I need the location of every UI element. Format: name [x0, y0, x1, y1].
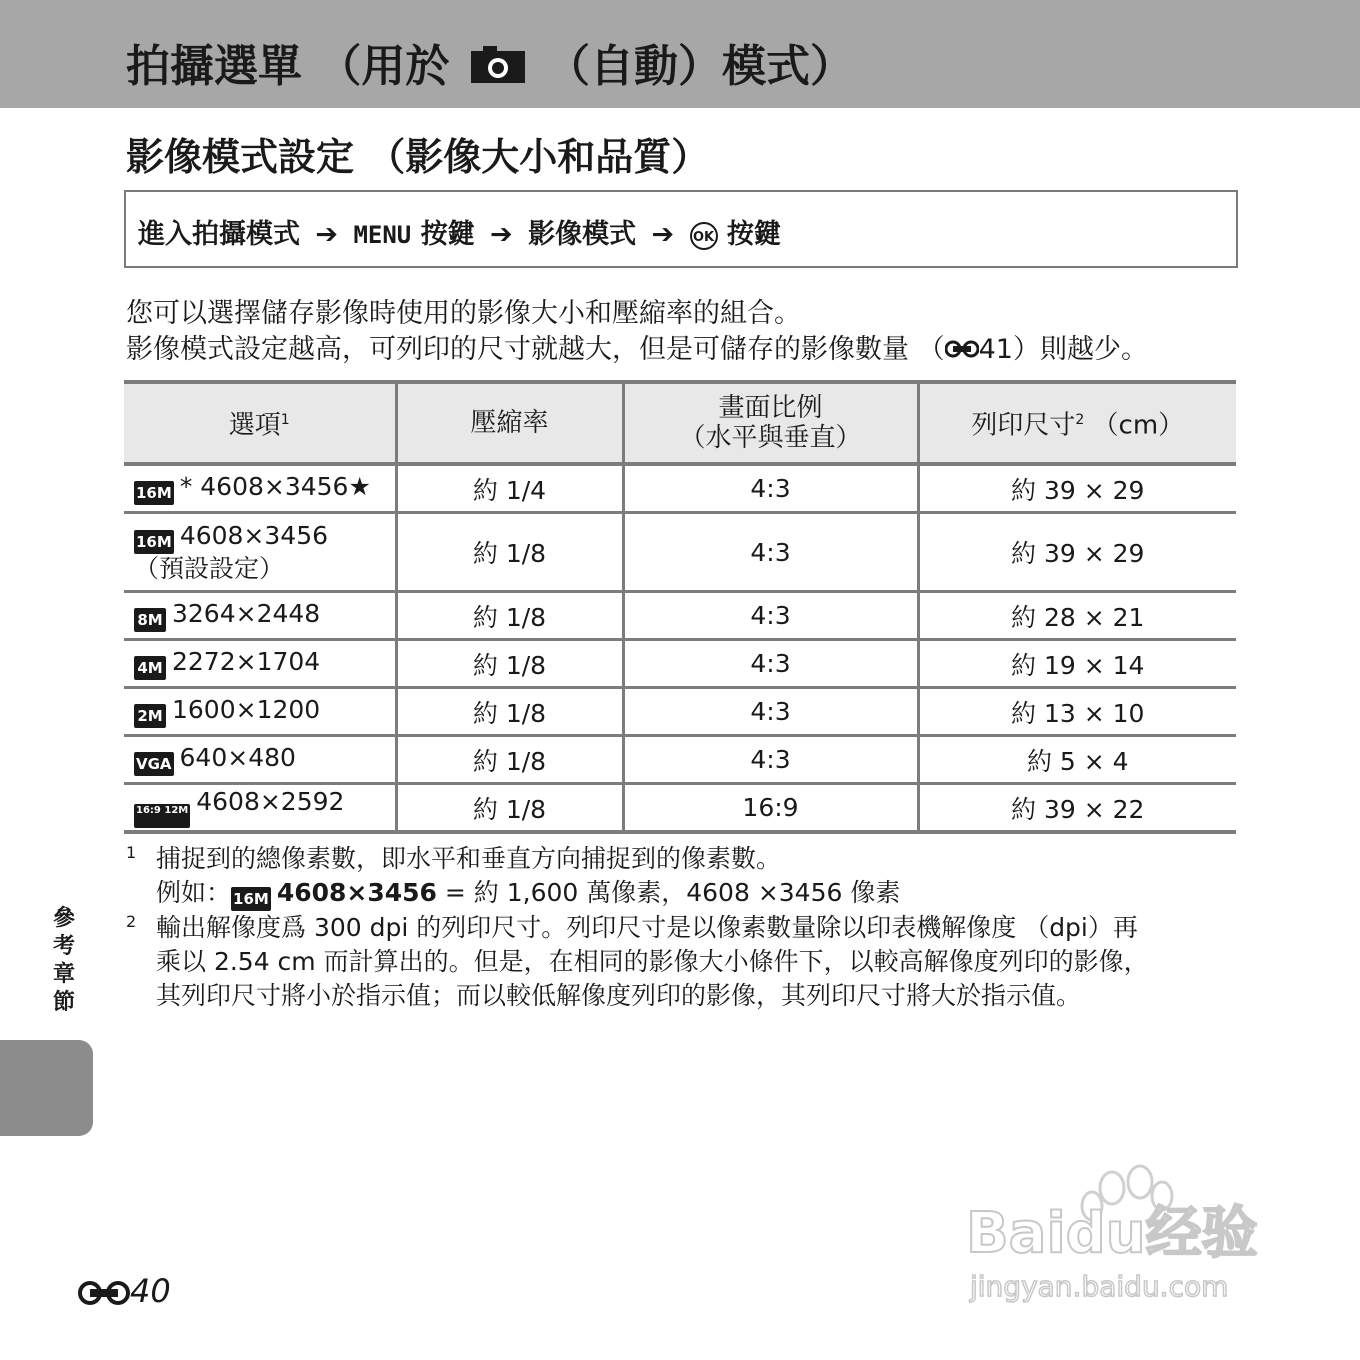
table-row — [124, 784, 1236, 833]
menu-path-box — [124, 190, 1238, 268]
footnote-1-example: 例如： 16M 4608×3456 = 約 1,600 萬像素，4608 ×3456 像素 — [156, 876, 1236, 911]
page-title-before: 拍攝選單 （用於 — [126, 41, 450, 92]
option-cell: 8M 3264×2448 — [124, 592, 396, 640]
compression-cell: 約 1/8 — [396, 513, 623, 592]
aspect-cell: 16:9 — [623, 784, 918, 833]
ok-button-icon: OK — [690, 222, 718, 250]
intro-line2-before: 影像模式設定越高，可列印的尺寸就越大，但是可儲存的影像數量 （ — [126, 334, 945, 365]
watermark-brand: Baidu经验 — [966, 1201, 1258, 1266]
page-number: 40 — [78, 1272, 171, 1310]
image-mode-16m-icon: 16M — [134, 530, 174, 554]
aspect-cell: 4:3 — [623, 640, 918, 688]
compression-cell: 約 1/8 — [396, 784, 623, 833]
print-size-cell: 約 19 × 14 — [918, 640, 1236, 688]
table-row — [124, 464, 1236, 513]
compression-cell: 約 1/8 — [396, 640, 623, 688]
menu-path-step3: 影像模式 — [528, 219, 637, 250]
option-cell: 16M * 4608×3456★ — [124, 464, 396, 513]
arrow-icon: ➔ — [315, 219, 339, 250]
intro-line2-ref: 41 — [978, 334, 1013, 365]
page-title — [126, 30, 854, 94]
menu-path — [138, 212, 781, 251]
compression-cell: 約 1/4 — [396, 464, 623, 513]
table-header-row — [124, 382, 1236, 464]
table-row — [124, 513, 1236, 592]
intro-line2 — [126, 332, 1148, 370]
intro-line1: 您可以選擇儲存影像時使用的影像大小和壓縮率的組合。 — [126, 298, 801, 329]
table-row — [124, 688, 1236, 736]
compression-cell: 約 1/8 — [396, 592, 623, 640]
print-size-cell: 約 5 × 4 — [918, 736, 1236, 784]
section-title: 影像模式設定 （影像大小和品質） — [126, 135, 710, 179]
aspect-cell: 4:3 — [623, 592, 918, 640]
footnote-number: 2 — [126, 912, 137, 931]
print-size-cell: 約 39 × 22 — [918, 784, 1236, 833]
table-row — [124, 640, 1236, 688]
camera-icon — [469, 45, 527, 85]
header-print-size: 列印尺寸$^2$ （cm） — [918, 382, 1236, 464]
header-option: 選項$^1$ — [124, 382, 396, 464]
reference-section-icon — [78, 1272, 130, 1310]
menu-button-label: MENU — [353, 221, 412, 249]
footnotes — [126, 842, 1236, 1013]
menu-path-step4: 按鍵 — [726, 219, 781, 250]
intro-line2-after: ）則越少。 — [1012, 334, 1148, 365]
print-size-cell: 約 28 × 21 — [918, 592, 1236, 640]
print-size-cell: 約 13 × 10 — [918, 688, 1236, 736]
reference-page-icon — [945, 334, 979, 370]
chapter-label: 參考章節 — [52, 906, 75, 1015]
option-cell: 2M 1600×1200 — [124, 688, 396, 736]
footnote-1: 1 捕捉到的總像素數，即水平和垂直方向捕捉到的像素數。 例如： 16M 4608×3456 = 約 1,600 萬像素，4608 ×3456 像素 — [126, 842, 1236, 911]
footnote-number: 1 — [126, 843, 137, 862]
arrow-icon: ➔ — [651, 219, 675, 250]
image-mode-8m-icon: 8M — [134, 608, 166, 632]
chapter-tab — [0, 1040, 93, 1136]
image-mode-vga-icon: VGA — [134, 752, 174, 776]
image-mode-2m-icon: 2M — [134, 704, 166, 728]
print-size-cell: 約 39 × 29 — [918, 464, 1236, 513]
aspect-cell: 4:3 — [623, 688, 918, 736]
page-title-after: （自動）模式） — [545, 41, 854, 92]
intro-text — [126, 296, 1148, 370]
image-mode-16m-icon: 16M — [134, 481, 174, 505]
aspect-cell: 4:3 — [623, 464, 918, 513]
image-mode-16-9-icon: 16:9 12M — [134, 804, 190, 828]
image-mode-16m-icon: 16M — [231, 887, 271, 911]
header-aspect-ratio: 畫面比例 （水平與垂直） — [623, 382, 918, 464]
baidu-watermark — [962, 1160, 1282, 1310]
table-row — [124, 592, 1236, 640]
image-mode-table — [124, 380, 1236, 834]
print-size-cell: 約 39 × 29 — [918, 513, 1236, 592]
compression-cell: 約 1/8 — [396, 688, 623, 736]
aspect-cell: 4:3 — [623, 736, 918, 784]
footnote-2: 2 輸出解像度爲 300 dpi 的列印尺寸。列印尺寸是以像素數量除以印表機解像度 （dpi）再 乘以 2.54 cm 而計算出的。但是，在相同的影像大小條件下，以較高解像度列印的影像， 其列印尺寸將小於指示值；而以較低解像度列印的影像，其列印尺寸將大於指示值。 — [126, 911, 1236, 1013]
aspect-cell: 4:3 — [623, 513, 918, 592]
menu-path-step1: 進入拍攝模式 — [138, 219, 300, 250]
compression-cell: 約 1/8 — [396, 736, 623, 784]
watermark-url: jingyan.baidu.com — [970, 1270, 1229, 1303]
option-cell: 16:9 12M 4608×2592 — [124, 784, 396, 833]
table-row — [124, 736, 1236, 784]
header-compression: 壓縮率 — [396, 382, 623, 464]
image-mode-4m-icon: 4M — [134, 656, 166, 680]
option-cell: VGA 640×480 — [124, 736, 396, 784]
option-cell: 16M 4608×3456 （預設設定） — [124, 513, 396, 592]
arrow-icon: ➔ — [490, 219, 513, 250]
menu-path-step2-suffix: 按鍵 — [420, 219, 475, 250]
option-cell: 4M 2272×1704 — [124, 640, 396, 688]
